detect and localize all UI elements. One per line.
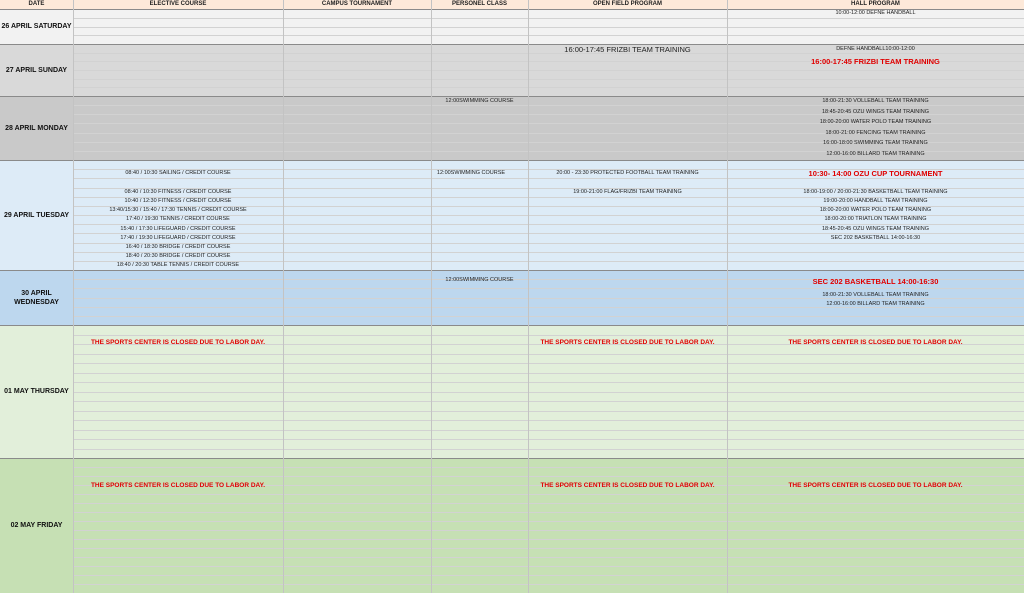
row-gridline [73,363,1024,364]
column-gridline [431,0,432,593]
row-gridline [73,18,1024,19]
day-separator [0,325,1024,326]
hall-entry: SEC 202 BASKETBALL 14:00-16:30 [830,235,921,241]
date-01-may: 01 MAY THURSDAY [4,388,69,395]
closed-notice-open-field: THE SPORTS CENTER IS CLOSED DUE TO LABOR DAY. [540,482,715,489]
day-band [0,458,1024,593]
row-gridline [73,288,1024,289]
elective-course-entry: 13:40/15:30 / 15:40 / 17:30 TENNIS / CREDIT COURSE [109,207,247,213]
row-gridline [73,420,1024,421]
date-27-april: 27 APRIL SUNDAY [5,66,68,74]
elective-course-entry: 15:40 / 17:30 LIFEGUARD / CREDIT COURSE [120,226,236,232]
header-personel-class: PERSONEL CLASS [452,1,507,7]
row-gridline [73,467,1024,468]
column-gridline [283,0,284,593]
hall-highlight-entry: 10:30- 14:00 OZU CUP TOURNAMENT [808,169,943,178]
row-gridline [73,79,1024,80]
hall-highlight-entry: 16:00-17:45 FRIZBI TEAM TRAINING [811,57,940,66]
personel-class-entry: 12:00SWIMMING COURSE [445,277,514,283]
header-campus-tournament: CAMPUS TOURNAMENT [321,1,393,7]
elective-course-entry: 18:40 / 20:30 TABLE TENNIS / CREDIT COURSE [116,262,240,268]
column-gridline [528,0,529,593]
row-gridline [73,449,1024,450]
row-gridline [73,530,1024,531]
row-gridline [73,316,1024,317]
hall-entry: 18:00-21:30 VOLLEBALL TEAM TRAINING [822,292,929,298]
hall-entry: 18:00-21:30 VOLLEBALL TEAM TRAINING [822,98,929,104]
hall-entry: 18:00-20:00 TRIATLON TEAM TRAINING [824,216,927,222]
row-gridline [73,476,1024,477]
personel-class-entry: 12:00SWIMMING COURSE [436,170,506,176]
row-gridline [73,575,1024,576]
day-separator [0,458,1024,459]
header-hall-program: HALL PROGRAM [851,1,900,7]
hall-entry: 10:00-12:00 DEFNE HANDBALL [835,10,916,16]
row-gridline [73,411,1024,412]
header-open-field-program: OPEN FIELD PROGRAM [592,1,662,7]
hall-highlight-entry: SEC 202 BASKETBALL 14:00-16:30 [812,277,939,286]
hall-entry: 18:00-19:00 / 20:00-21:30 BASKETBALL TEAM TRAINING [803,189,948,195]
row-gridline [73,539,1024,540]
header-elective-course: ELECTIVE COURSE [149,1,207,7]
closed-notice-hall: THE SPORTS CENTER IS CLOSED DUE TO LABOR DAY. [788,339,963,346]
hall-entry: 16:00-18:00 SWIMMING TEAM TRAINING [823,140,928,146]
elective-course-entry: 17:40 / 19:30 LIFEGUARD / CREDIT COURSE [120,235,236,241]
hall-entry: 18:00-21:00 FENCING TEAM TRAINING [825,130,926,136]
row-gridline [73,354,1024,355]
hall-entry: 12:00-16:00 BILLARD TEAM TRAINING [826,151,925,157]
hall-entry: 19:00-20:00 HANDBALL TEAM TRAINING [823,198,928,204]
closed-notice-hall: THE SPORTS CENTER IS CLOSED DUE TO LABOR DAY. [788,482,963,489]
date-26-april: 26 APRIL SATURDAY [1,23,72,30]
elective-course-entry: 08:40 / 10:30 FITNESS / CREDIT COURSE [124,189,232,195]
closed-notice-open-field: THE SPORTS CENTER IS CLOSED DUE TO LABOR DAY. [540,339,715,346]
row-gridline [73,503,1024,504]
hall-entry: 18:00-20:00 WATER POLO TEAM TRAINING [819,119,932,125]
date-02-may: 02 MAY FRIDAY [10,522,63,529]
row-gridline [73,401,1024,402]
header-date: DATE [28,1,45,7]
hall-entry: DEFNE HANDBALL10:00-12:00 [836,46,915,52]
day-separator [0,270,1024,271]
open-field-entry: 16:00-17:45 FRIZBI TEAM TRAINING [564,45,691,54]
row-gridline [73,335,1024,336]
row-gridline [73,512,1024,513]
row-gridline [73,494,1024,495]
hall-entry: 18:00-20:00 WATER POLO TEAM TRAINING [819,207,932,213]
hall-entry: 18:45-20:45 OZU WINGS TEAM TRAINING [821,226,930,232]
row-gridline [73,373,1024,374]
column-gridline [73,0,74,593]
row-gridline [73,430,1024,431]
row-gridline [73,548,1024,549]
open-field-entry: 20:00 - 23:30 PROTECTED FOOTBALL TEAM TRAINING [556,170,699,176]
row-gridline [73,584,1024,585]
row-gridline [73,439,1024,440]
row-gridline [73,392,1024,393]
row-gridline [73,70,1024,71]
personel-class-entry: 12:00SWIMMING COURSE [445,98,514,104]
row-gridline [73,557,1024,558]
row-gridline [73,87,1024,88]
elective-course-entry: 08:40 / 10:30 SAILING / CREDIT COURSE [125,170,231,176]
elective-course-entry: 17:40 / 19:30 TENNIS / CREDIT COURSE [126,216,230,222]
closed-notice-elective: THE SPORTS CENTER IS CLOSED DUE TO LABOR DAY. [90,482,266,489]
elective-course-entry: 10:40 / 12:30 FITNESS / CREDIT COURSE [124,198,232,204]
row-gridline [73,27,1024,28]
hall-entry: 12:00-16:00 BILLARD TEAM TRAINING [826,301,925,307]
elective-course-entry: 16:40 / 18:30 BRIDGE / CREDIT COURSE [125,244,231,250]
hall-entry: 18:45-20:45 OZU WINGS TEAM TRAINING [821,109,930,115]
date-28-april: 28 APRIL MONDAY [5,124,68,132]
elective-course-entry: 18:40 / 20:30 BRIDGE / CREDIT COURSE [125,253,231,259]
row-gridline [73,521,1024,522]
row-gridline [73,382,1024,383]
date-29-april: 29 APRIL TUESDAY [3,211,70,219]
closed-notice-elective: THE SPORTS CENTER IS CLOSED DUE TO LABOR DAY. [90,339,266,346]
open-field-entry: 19:00-21:00 FLAG/FRIZBI TEAM TRAINING [573,189,682,195]
date-30-april: 30 APRIL WEDNESDAY [14,289,59,306]
row-gridline [73,35,1024,36]
row-gridline [73,566,1024,567]
day-separator [0,160,1024,161]
